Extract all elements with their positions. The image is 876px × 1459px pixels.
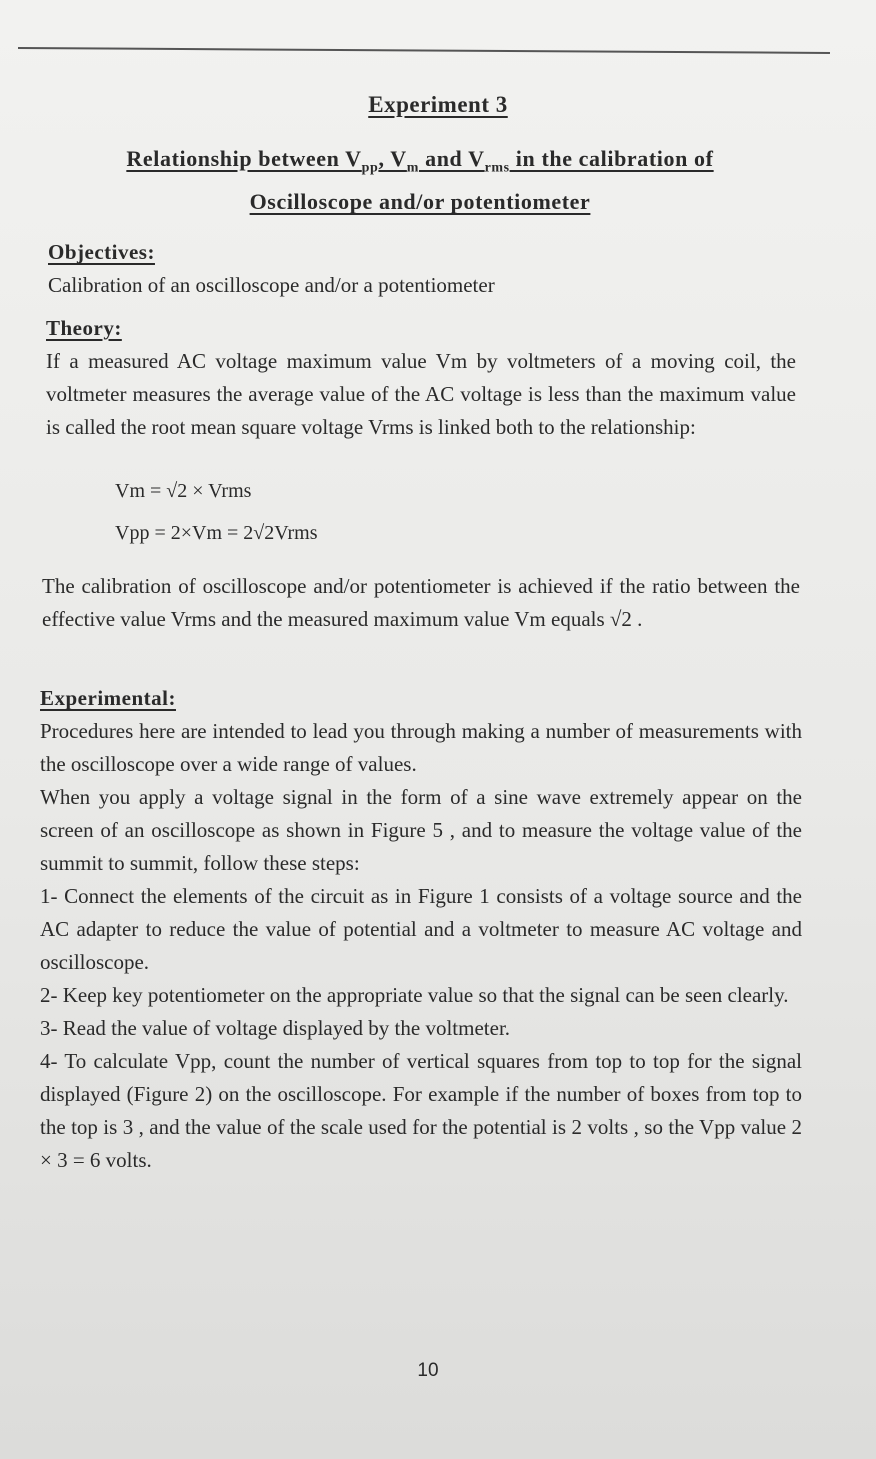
equation-vpp: Vpp = 2×Vm = 2√2Vrms [115,522,318,544]
procedure-step-3: 3- Read the value of voltage displayed by the voltmeter. [40,1016,511,1040]
top-rule [18,47,830,54]
theory-section [46,312,796,444]
subtitle-line2: Oscilloscope and/or potentiometer [249,189,591,215]
page-title: Experiment 3 [368,92,508,117]
experimental-paragraph-1: Procedures here are intended to lead you through making a number of measurements with the oscilloscope over a wide range of values. [40,719,802,776]
subtitle-line1: Relationship between $V_{pp}$, $V_m$ and $V_{rms}$ in the calibration of [126,146,714,176]
objectives-section [48,236,808,302]
experimental-heading: Experimental: [40,686,176,710]
page-number: 10 [417,1360,439,1381]
procedure-step-2: 2- Keep key potentiometer on the appropriate value so that the signal can be seen clearly. [40,983,789,1007]
experimental-paragraph-2: When you apply a voltage signal in the form of a sine wave extremely appear on the screen of an oscilloscope as shown in Figure 5 , and to measure the voltage value of the summit to summit, follow these steps: [40,785,802,875]
procedure-step-4: 4- To calculate Vpp, count the number of vertical squares from top to top for the signal displayed (Figure 2) on the oscilloscope. For example if the number of boxes from top to the top is 3 , and the value of the scale used for the potential is 2 volts , so the Vpp value 2 × 3 = 6 volts. [40,1049,802,1172]
objectives-heading: Objectives: [48,240,155,264]
theory-paragraph-2-block [42,570,800,636]
objectives-text: Calibration of an oscilloscope and/or a potentiometer [48,273,495,297]
theory-paragraph-1: If a measured AC voltage maximum value Vm by voltmeters of a moving coil, the voltmeter measures the average value of the AC voltage is less than the maximum value is called the root mean square voltage Vrms is linked both to the relationship: [46,349,796,439]
theory-paragraph-2: The calibration of oscilloscope and/or potentiometer is achieved if the ratio between the effective value Vrms and the measured maximum value Vm equals √2 . [42,574,800,631]
subtitle [60,142,780,219]
theory-heading: Theory: [46,316,122,340]
procedure-steps [40,880,802,1177]
experimental-section [40,682,802,1177]
title-block [0,92,876,118]
procedure-step-1: 1- Connect the elements of the circuit as in Figure 1 consists of a voltage source and the AC adapter to reduce the value of potential and a voltmeter to measure AC voltage and oscilloscope. [40,884,802,974]
equation-vm: Vm = √2 × Vrms [115,480,252,502]
